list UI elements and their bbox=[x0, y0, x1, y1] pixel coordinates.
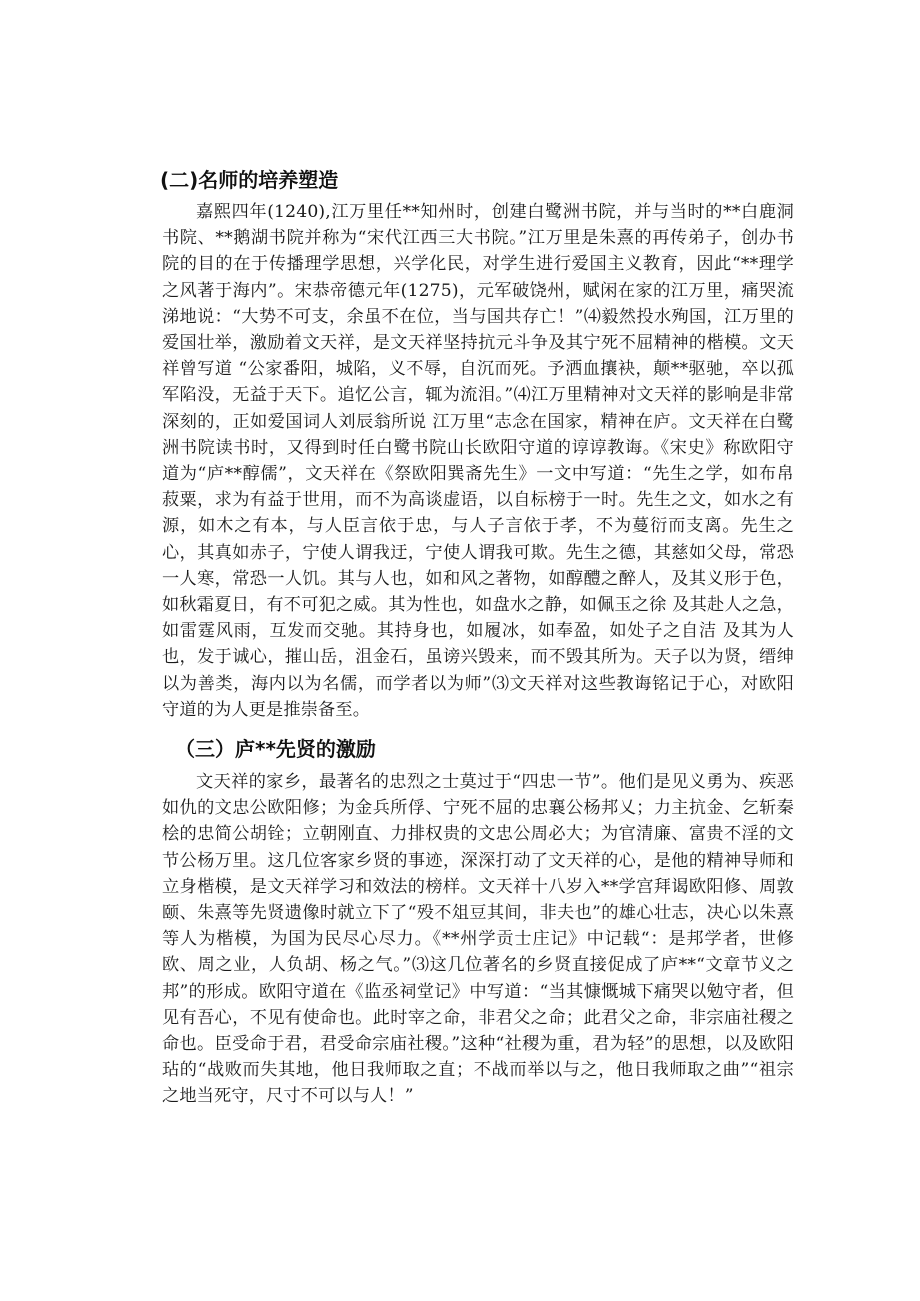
section-heading-3: （三）庐**先贤的激励 bbox=[175, 737, 376, 761]
section-3-paragraph: 文天祥的家乡，最著名的忠烈之士莫过于“四忠一节”。他们是见义勇为、疾恶如仇的文忠公欧阳修；为金兵所俘、宁死不屈的忠襄公杨邦乂；力主抗金、乞斩秦桧的忠简公胡铨；立朝刚直、力排权贵的文忠公周必大；为官清廉、富贵不淫的文节公杨万里。这几位客家乡贤的事迹，深深打动了文天祥的心，是他的精神导师和立身楷模，是文天祥学习和效法的榜样。文天祥十八岁入**学宫拜谒欧阳修、周敦颐、朱熹等先贤遗像时就立下了“殁不俎豆其间，非夫也”的雄心壮志，决心以朱熹等人为楷模，为国为民尽心尽力。《**州学贡士庄记》中记载“：是邦学者，世修欧、周之业，人负胡、杨之气。”⑶这几位著名的乡贤直接促成了庐**“文章节义之邦”的形成。欧阳守道在《监丞祠堂记》中写道：“当其慷慨城下痛哭以勉守者，但见有吾心，不见有使命也。此时宰之命，非君父之命；此君父之命，非宗庙社稷之命也。臣受命于君，君受命宗庙社稷。”这种“社稷为重，君为轻”的思想，以及欧阳玷的“战败而失其地，他日我师取之直；不战而举以与之，他日我师取之曲”“祖宗之地当死守，尺寸不可以与人！” bbox=[162, 772, 794, 1107]
section-heading-2: (二)名师的培养塑造 bbox=[160, 168, 339, 192]
section-2-paragraph: 嘉熙四年(1240),江万里任**知州时，创建白鹭洲书院，并与当时的**白鹿洞书院、**鹅湖书院并称为“宋代江西三大书院。”江万里是朱熹的再传弟子，创办书院的目的在于传播理学思想，兴学化民，对学生进行爱国主义教育，因此“**理学之风著于海内”。宋恭帝德元年(1275)，元军破饶州，赋闲在家的江万里，痛哭流涕地说：“大势不可支，余虽不在位，当与国共存亡！”⑷毅然投水殉国，江万里的爱国壮举，激励着文天祥，是文天祥坚持抗元斗争及其宁死不屈精神的楷模。文天祥曾写道 “公家番阳，城陷，义不辱，自沉而死。予洒血攘袂，颠**驱驰，卒以孤军陷没，无益于天下。追忆公言，辄为流泪。”⑷江万里精神对文天祥的影响是非常深刻的，正如爱国词人刘辰翁所说 江万里“志念在国家，精神在庐。文天祥在白鹭洲书院读书时，又得到时任白鹭书院山长欧阳守道的谆谆教诲。《宋史》称欧阳守道为“庐**醇儒”，文天祥在《祭欧阳巽斋先生》一文中写道：“先生之学，如布帛菽粟，求为有益于世用，而不为高谈虚语，以自标榜于一时。先生之文，如水之有源，如木之有本，与人臣言依于忠，与人子言依于孝，不为蔓衍而支离。先生之心，其真如赤子，宁使人谓我迂，宁使人谓我可欺。先生之德，其慈如父母，常恐一人寒，常恐一人饥。其与人也，如和风之著物，如醇醴之醉人，及其义形于色，如秋霜夏日，有不可犯之威。其为性也，如盘水之静，如佩玉之徐 及其赴人之急，如雷霆风雨，互发而交驰。其持身也，如履冰，如奉盈，如处子之自洁 及其为人也，发于诚心，摧山岳，沮金石，虽谤兴毁来，而不毁其所为。天子以为贤，缙绅以为善类，海内以为名儒，而学者以为师”⑶文天祥对这些教诲铭记于心，对欧阳守道的为人更是推崇备至。 bbox=[162, 202, 794, 720]
